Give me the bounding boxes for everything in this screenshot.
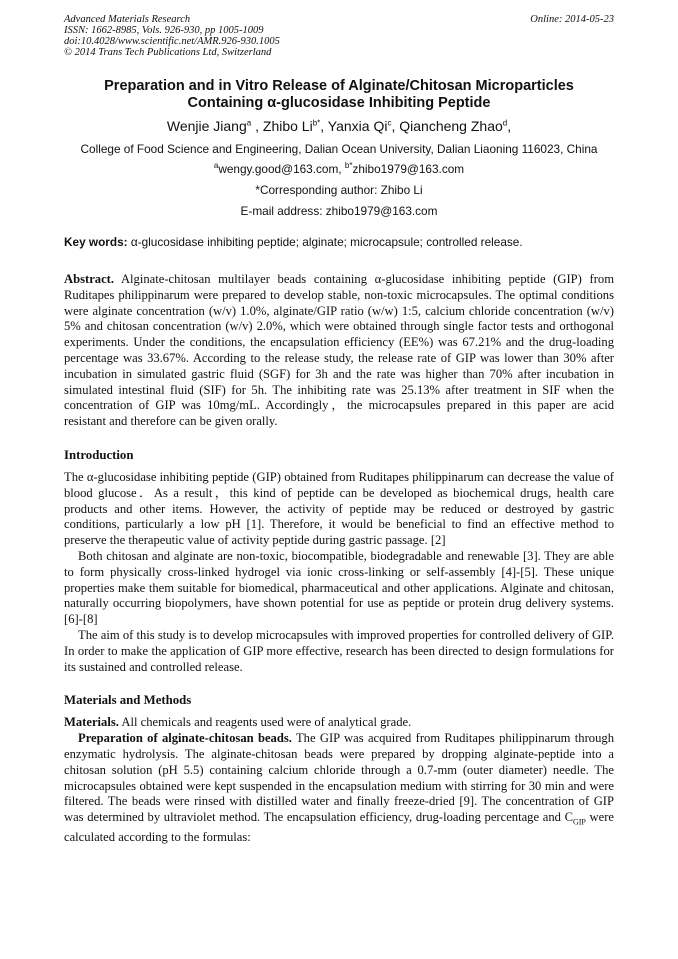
journal-copyright: © 2014 Trans Tech Publications Ltd, Switzerland	[64, 47, 272, 58]
journal-doi: doi:10.4028/www.scientific.net/AMR.926-930.1005	[64, 36, 280, 47]
author-sup: a	[246, 118, 252, 128]
keywords	[64, 235, 614, 250]
section-heading-methods: Materials and Methods	[64, 693, 192, 708]
author-separator: ,	[320, 118, 328, 134]
author-name: Zhibo Li	[262, 118, 313, 134]
preparation-text: The GIP was acquired from Ruditapes philippinarum through enzymatic hydrolysis. The alginate-chitosan beads were prepared by dropping alginate-peptide into a chitosan solution (pH 5.5) containing calcium chloride through a 0.7-mm (outer diameter) needle. The microcapsules obtained were kept suspended in the encapsulation medium with stirring for 30 min and were filtered. The beads were rinsed with distilled water and finally freeze-dried [9]. The concentration of GIP was determined by ultraviolet method. The encapsulation efficiency, drug-loading percentage and C	[64, 731, 614, 825]
abstract-text: Alginate-chitosan multilayer beads containing α-glucosidase inhibiting peptide (GIP) from Ruditapes philippinarum were prepared to develop stable, non-toxic microcapsules. The optimal conditions were alginate concentration (w/v) 1.0%, alginate/GIP ratio (w/w) 1:5, calcium chloride concentration (w/v) 5% and chitosan concentration (w/v) 2.0%, which were obtained through single factor tests and orthogonal experiments. Under the conditions, the encapsulation efficiency (EE%) was 67.21% and the drug-loading percentage was 33.67%. According to the release study, the release rate of GIP was lower than 30% after incubation in simulated gastric fluid (SGF) for 3h and the rate was higher than 70% after incubation in simulated intestinal fluid (SIF) for 5h. The inhibiting rate was 25.13% after treatment in SIF when the concentration of GIP was 10mg/mL. Accordingly，the microcapsules prepared in this paper are acid resistant and therefore can be given orally.	[64, 272, 614, 429]
intro-paragraph-3: The aim of this study is to develop microcapsules with improved properties for controlled delivery of GIP. In order to make the application of GIP more effective, research has been directed to design formulations for its sustained and controlled release.	[64, 627, 614, 674]
paper-page	[64, 14, 614, 846]
author-sup: c	[387, 118, 392, 128]
keywords-text: α-glucosidase inhibiting peptide; alginate; microcapsule; controlled release.	[127, 235, 523, 249]
email-b: zhibo1979@163.com	[352, 162, 465, 176]
email-a: wengy.good@163.com,	[218, 162, 345, 176]
journal-issn: ISSN: 1662-8985, Vols. 926-930, pp 1005-1009	[64, 25, 264, 36]
section-heading-introduction: Introduction	[64, 447, 134, 462]
materials-label: Materials.	[64, 715, 119, 730]
paper-title	[64, 78, 614, 112]
online-date: Online: 2014-05-23	[530, 14, 614, 25]
author-separator: ,	[507, 118, 512, 134]
preparation-tail: were calculated according to the formulas:	[64, 810, 615, 845]
abstract-label: Abstract.	[64, 272, 115, 286]
title-line-1: Preparation and in Vitro Release of Alginate/Chitosan Microparticles	[104, 78, 574, 94]
author-sup: b*	[312, 118, 321, 128]
preparation-paragraph	[64, 731, 614, 846]
keywords-label: Key words:	[64, 235, 128, 249]
corresponding-author: *Corresponding author: Zhibo Li	[255, 183, 423, 197]
abstract	[64, 272, 614, 430]
author-name: Qiancheng Zhao	[399, 118, 503, 134]
corresponding-email: E-mail address: zhibo1979@163.com	[240, 204, 438, 218]
email-sup: b*	[344, 161, 353, 171]
author-separator: ,	[391, 118, 400, 134]
affiliation: College of Food Science and Engineering, Dalian Ocean University, Dalian Liaoning 116023, China	[80, 142, 598, 156]
journal-info	[64, 14, 280, 58]
author-sup: d	[502, 118, 508, 128]
title-line-2: Containing α-glucosidase Inhibiting Peptide	[187, 95, 491, 111]
author-list	[64, 118, 614, 135]
journal-header	[64, 14, 614, 58]
author-name: Wenjie Jiang	[166, 118, 247, 134]
preparation-subscript: GIP	[572, 817, 586, 827]
author-emails	[64, 162, 614, 177]
intro-paragraph-1: The α-glucosidase inhibiting peptide (GIP) obtained from Ruditapes philippinarum can decrease the value of blood glucose．As a result，this kind of peptide can be developed as biochemical drugs, health care products and other items. However, the activity of peptide may be reduced or destroyed by gastric conditions, particularly a low pH [1]. Therefore, it would be beneficial to find an effective method to preserve the therapeutic value of activity peptide during gastric passage. [2]	[64, 469, 614, 548]
materials-text: All chemicals and reagents used were of analytical grade.	[118, 715, 412, 730]
email-sup: a	[213, 161, 219, 171]
author-name: Yanxia Qi	[327, 118, 388, 134]
materials-paragraph	[64, 715, 614, 731]
journal-name: Advanced Materials Research	[64, 14, 191, 25]
preparation-label: Preparation of alginate-chitosan beads.	[78, 731, 292, 746]
intro-paragraph-2: Both chitosan and alginate are non-toxic, biocompatible, biodegradable and renewable [3]. They are able to form physically cross-linked hydrogel via ionic cross-linking or self-assembly [4]-[5]. These unique properties make them suitable for biomedical, pharmaceutical and other applications. Alginate and chitosan, naturally occurring biopolymers, have shown potential for use as peptide or protein drug delivery systems. [6]-[8]	[64, 548, 614, 627]
author-separator: ,	[251, 118, 263, 134]
